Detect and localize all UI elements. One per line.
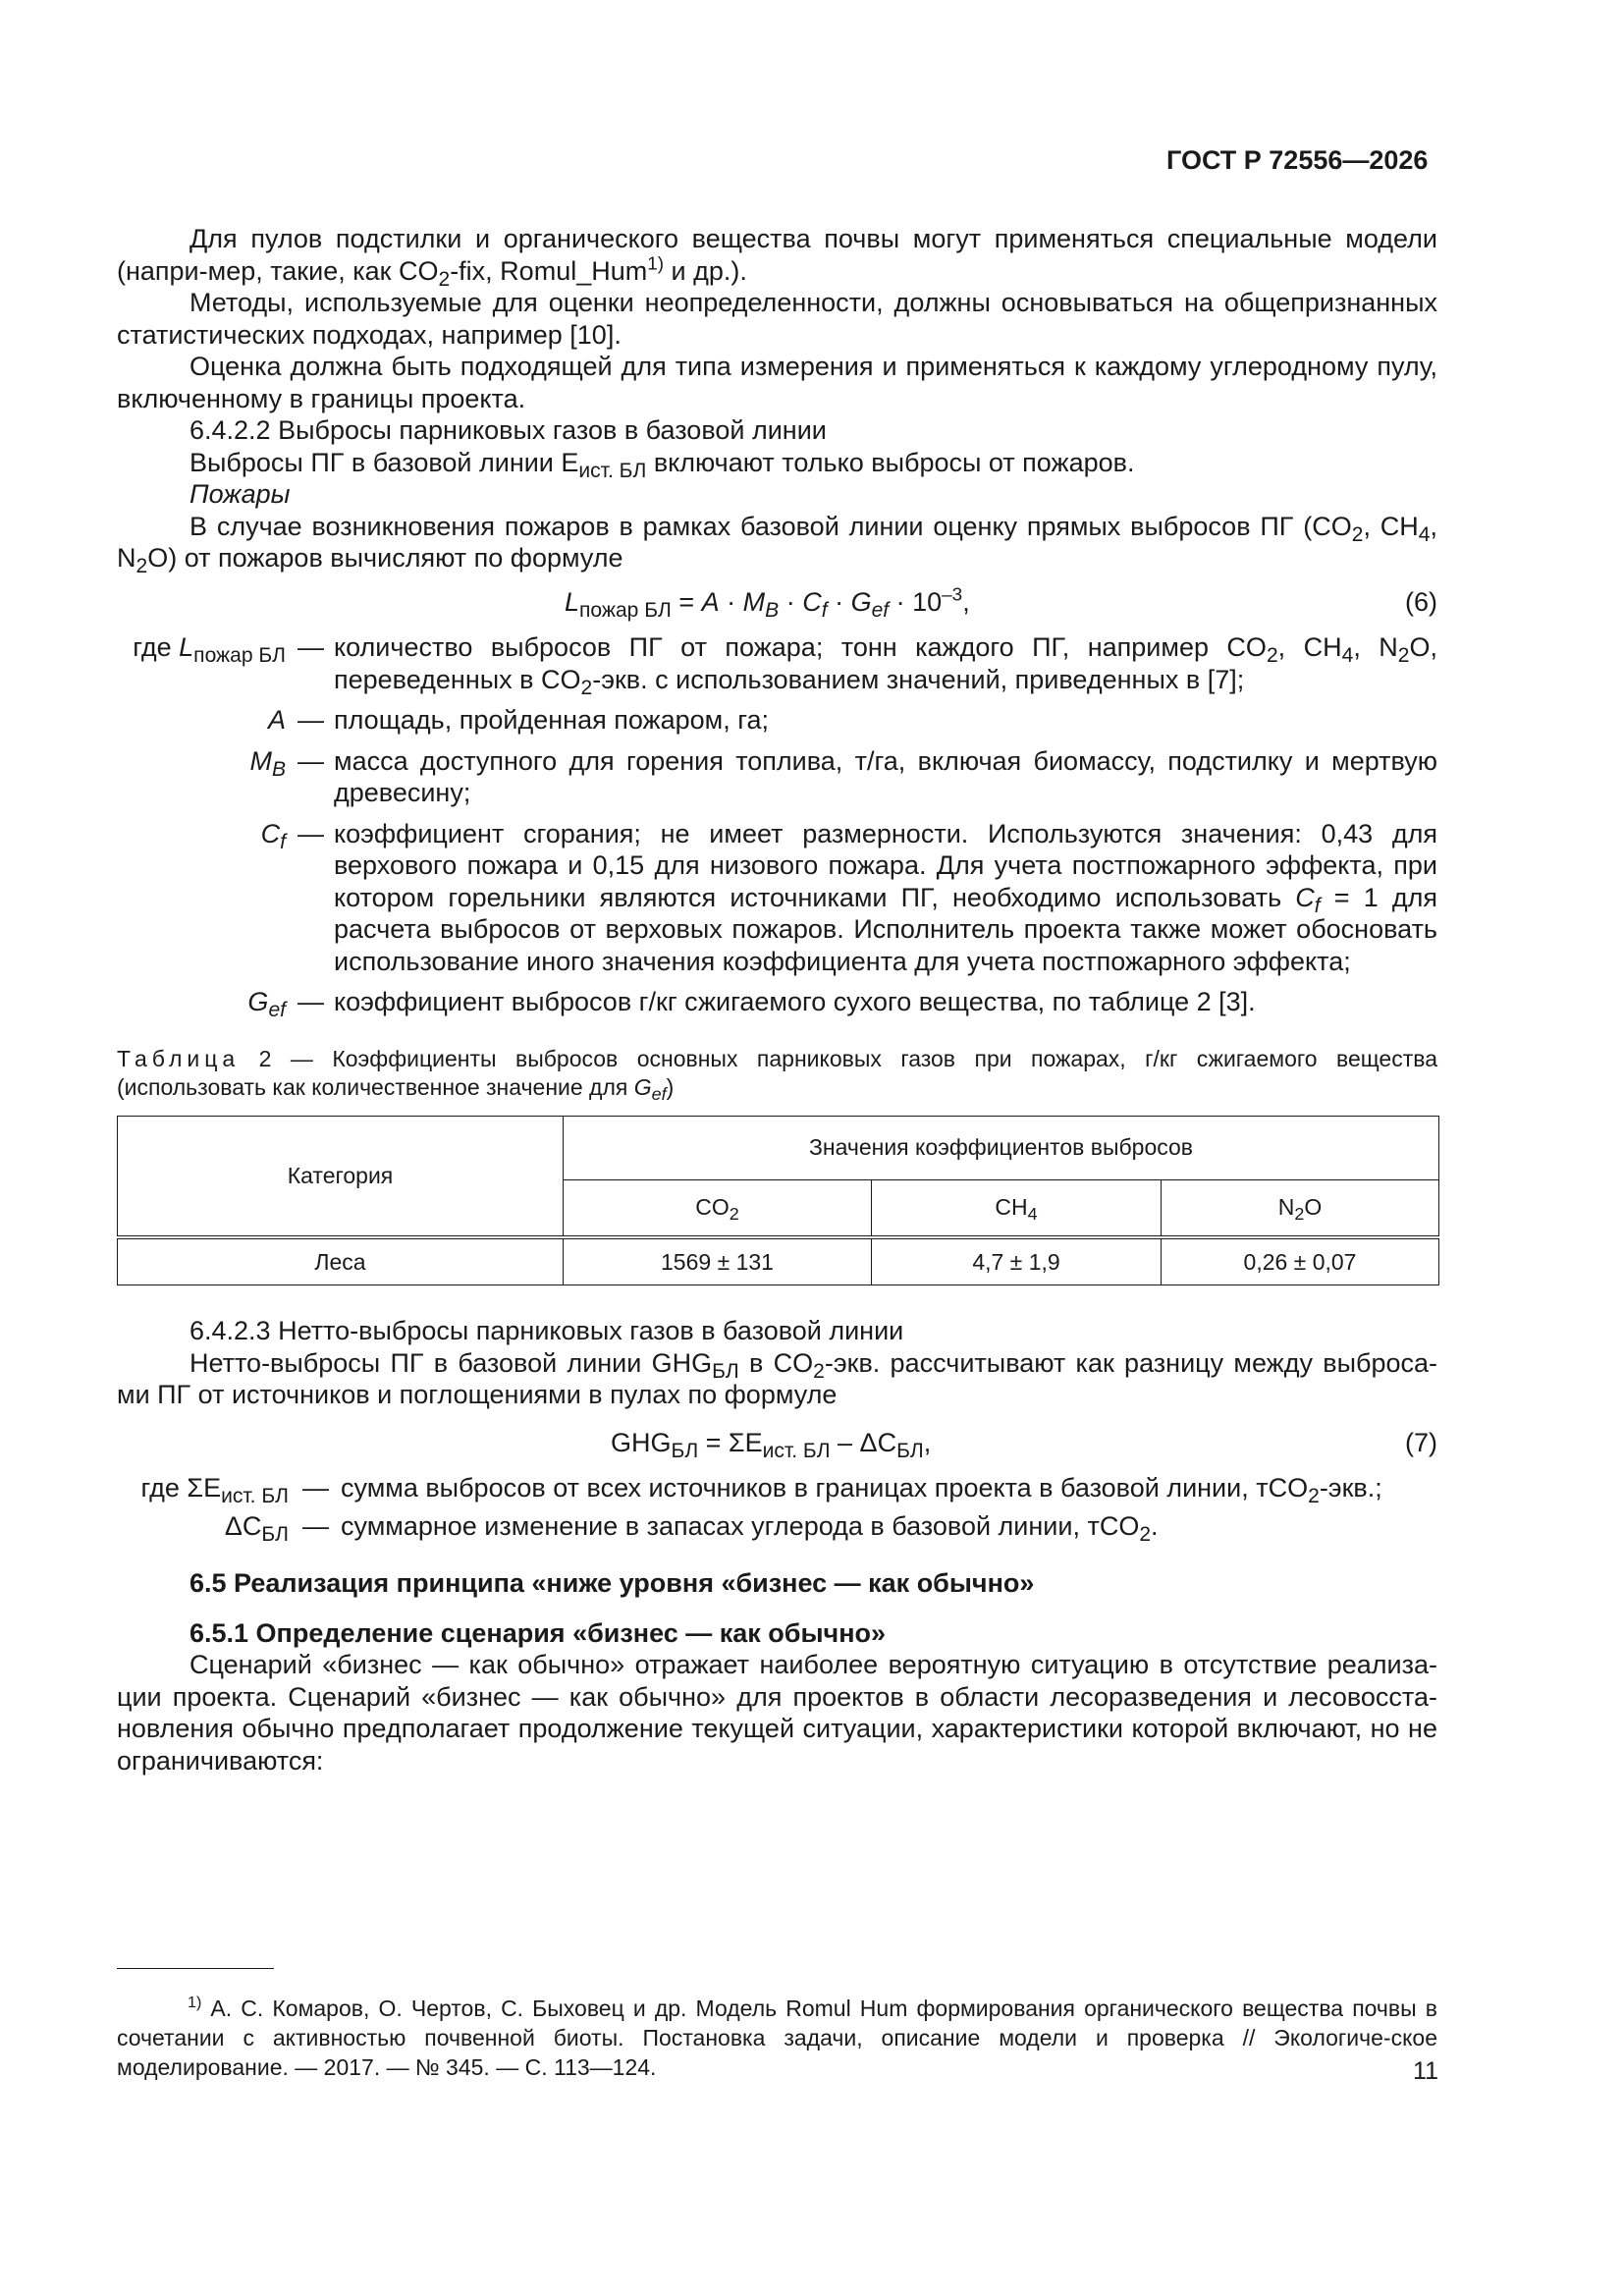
table-header-co2: $CO_2$ <box>564 1179 872 1237</box>
table-2-caption: Таблица 2 — Коэффициенты выбросов основных парниковых газов при пожарах, г/кг сжигаемого вещества (использовать как количественное значение для $G_{ef}$) <box>117 1045 1437 1104</box>
table-header-n2o: $N_2O$ <box>1162 1179 1439 1237</box>
formula-7-legend <box>117 1472 1437 1548</box>
paragraph-fires: В случае возникновения пожаров в рамках базовой линии оценку прямых выбросов ПГ ($CO_2$, $CH_4$, $N_2O$) от пожаров вычисляют по формуле <box>117 511 1437 577</box>
legend-desc-g: коэффициент выбросов г/кг сжигаемого сухого вещества, по таблице 2 [3]. <box>334 987 1256 1016</box>
table-cell-co2: 1569 ± 131 <box>564 1237 872 1285</box>
legend-symbol-c: $C_f$ — <box>260 818 324 853</box>
paragraph-uncertainty-methods: Методы, используемые для оценки неопределенности, должны основываться на общепризнанных статистических подходах, например [10]. <box>117 288 1437 350</box>
section-heading-6-5-1: 6.5.1 Определение сценария «бизнес — как обычно» <box>189 1617 887 1648</box>
paragraph-assessment: Оценка должна быть подходящей для типа измерения и применяться к каждому углеродному пулу, включенному в границы проекта. <box>117 352 1437 413</box>
legend-symbol-a: A — <box>267 705 324 735</box>
legend-symbol-delta-c: $\Delta C_{БЛ}$ — <box>224 1510 329 1546</box>
legend-symbol-l: где $L_{пожар БЛ}$ — <box>133 632 324 667</box>
fires-title: Пожары <box>189 479 291 509</box>
table-cell-n2o: 0,26 ± 0,07 <box>1162 1237 1439 1285</box>
table-cell-ch4: 4,7 ± 1,9 <box>872 1237 1162 1285</box>
legend-desc-a: площадь, пройденная пожаром, га; <box>334 705 769 735</box>
legend-desc-sum-e: сумма выбросов от всех источников в границах проекта в базовой линии, тCO$_2$-экв.; <box>341 1473 1382 1507</box>
section-heading-6-5: 6.5 Реализация принципа «ниже уровня «бизнес — как обычно» <box>189 1568 1035 1598</box>
legend-symbol-sum-e: где $\Sigma E_{ист. БЛ}$ — <box>140 1473 329 1507</box>
formula-7-expression: $GHG_{БЛ} = \Sigma E_{ист. БЛ} - \Delta C_{БЛ}$, <box>611 1427 932 1462</box>
page-number: 11 <box>1413 2057 1438 2085</box>
formula-6-number: (6) <box>1405 586 1437 617</box>
legend-desc-m: масса доступного для горения топлива, т/га, включая биомассу, подстилку и мертвую древесину; <box>334 745 1437 807</box>
paragraph-models: Для пулов подстилки и органического вещества почвы могут применяться специальные модели (напри-мер, такие, как $CO_2$-fix, Romul_Hum$^{1)}$ и др.). <box>117 224 1437 291</box>
table-header-ch4: $CH_4$ <box>872 1179 1162 1237</box>
paragraph-baseline-emissions: Выбросы ПГ в базовой линии $E_{ист. БЛ}$ включают только выбросы от пожаров. <box>189 447 1135 482</box>
footnote-separator <box>117 1968 274 1969</box>
formula-7-number: (7) <box>1405 1427 1437 1457</box>
table-2 <box>117 1116 1439 1286</box>
legend-desc-l: количество выбросов ПГ от пожара; тонн каждого ПГ, например $CO_2$, $CH_4$, $N_2O$, переведенных в $CO_2$-экв. с использованием значений, приведенных в [7]; <box>334 632 1438 699</box>
table-row <box>118 1237 1439 1285</box>
formula-6-expression: $L_{пожар БЛ} = A \cdot M_B \cdot C_f \cdot G_{ef} \cdot 10^{-3}$, <box>565 584 970 622</box>
table-header-group: Значения коэффициентов выбросов <box>564 1116 1439 1179</box>
section-heading-6-4-2-3: 6.4.2.3 Нетто-выбросы парниковых газов в базовой линии <box>189 1316 904 1345</box>
legend-desc-c: коэффициент сгорания; не имеет размерности. Используются значения: 0,43 для верхового пожара и 0,15 для низового пожара. Для учета постпожарного эффекта, при котором горельники являются источниками ПГ, необходимо использовать $C_f = 1$ для расчета выбросов от верховых пожаров. Исполнитель проекта также может обосновать использование иного значения коэффициента для учета постпожарного эффекта; <box>334 818 1437 976</box>
legend-symbol-g: $G_{ef}$ — <box>247 987 324 1021</box>
legend-desc-delta-c: суммарное изменение в запасах углерода в базовой линии, тCO$_2$. <box>341 1510 1159 1546</box>
footnote: $^{1)}$ А. С. Комаров, О. Чертов, С. Быховец и др. Модель Romul Hum формирования органического вещества почвы в сочетании с активностью почвенной биоты. Постановка задачи, описание модели и проверка // Экологиче-ское моделирование. — 2017. — № 345. — С. 113—124. <box>117 1994 1437 2080</box>
paragraph-bau-scenario: Сценарий «бизнес — как обычно» отражает наиболее вероятную ситуацию в отсутствие реализа-ции проекта. Сценарий «бизнес — как обычно» для проектов в области лесоразведения и лесовосста-новления обычно предполагает продолжение текущей ситуации, характеристики которой включают, но не ограничиваются: <box>117 1650 1437 1776</box>
formula-6-legend <box>117 631 1437 1027</box>
document-body <box>117 223 1437 1777</box>
formula-6 <box>117 584 1437 622</box>
table-cell-category: Леса <box>118 1237 564 1285</box>
legend-symbol-m: $M_B$ — <box>249 745 324 781</box>
table-header-category: Категория <box>118 1116 564 1237</box>
section-heading-6-4-2-2: 6.4.2.2 Выбросы парниковых газов в базовой линии <box>189 415 827 445</box>
paragraph-net-emissions: Нетто-выбросы ПГ в базовой линии $GHG_{БЛ}$ в $CO_2$-экв. рассчитывают как разницу между выброса-ми ПГ от источников и поглощениями в пулах по формуле <box>117 1347 1437 1409</box>
formula-7 <box>117 1427 1437 1462</box>
document-id-header: ГОСТ Р 72556—2026 <box>1166 145 1429 175</box>
